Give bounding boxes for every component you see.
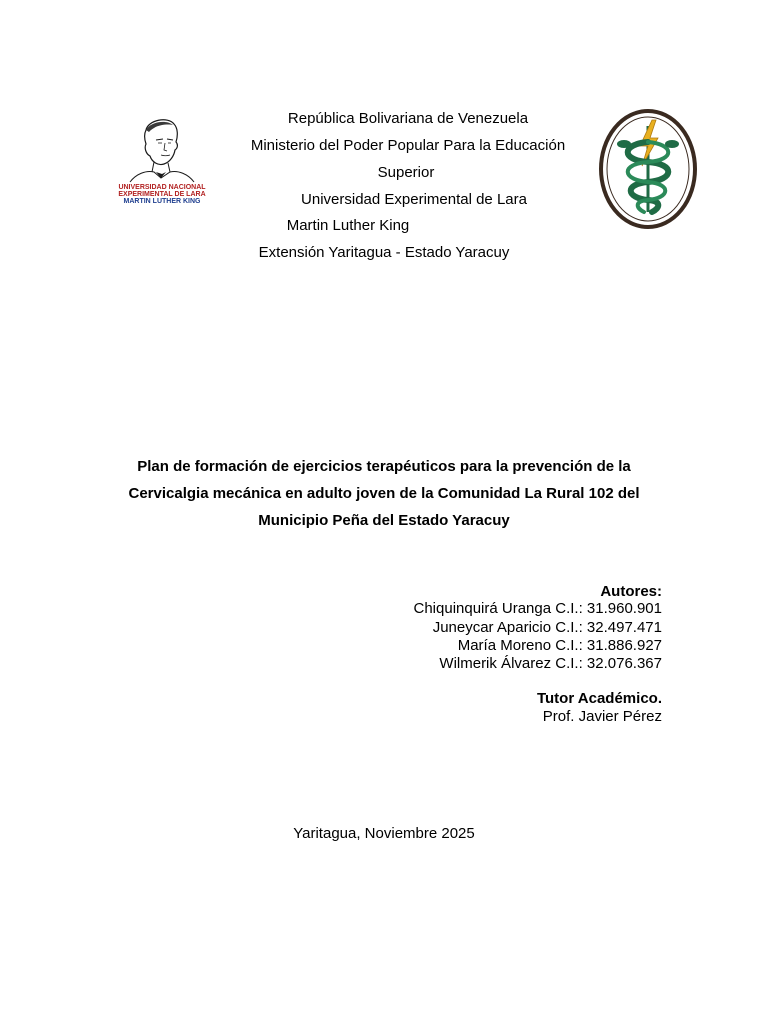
header-line-mlk: Martin Luther King (286, 217, 410, 234)
header-line-superior: Superior (377, 164, 435, 181)
header-line-extension: Extensión Yaritagua - Estado Yaracuy (258, 244, 510, 261)
tutor-heading: Tutor Académico. (536, 690, 662, 707)
header-line-republic: República Bolivariana de Venezuela (287, 110, 529, 127)
tutor-name: Prof. Javier Pérez (542, 708, 662, 725)
place-date: Yaritagua, Noviembre 2025 (293, 825, 475, 842)
author-name: María Moreno C.I.: 31.886.927 (457, 637, 662, 654)
author-name: Wilmerik Álvarez C.I.: 32.076.367 (439, 655, 662, 672)
caduceus-emblem-icon (598, 108, 698, 230)
faculty-emblem (598, 108, 698, 230)
university-logo (116, 116, 208, 212)
title-line-2: Cervicalgia mecánica en adulto joven de la Comunidad La Rural 102 del (128, 485, 640, 502)
logo-text-line1: UNIVERSIDAD NACIONAL (118, 184, 206, 191)
authors-heading: Autores: (600, 583, 662, 600)
title-line-3: Municipio Peña del Estado Yaracuy (258, 512, 510, 529)
title-line-1: Plan de formación de ejercicios terapéuticos para la prevención de la (137, 458, 631, 475)
logo-text-line3: MARTIN LUTHER KING (123, 198, 201, 205)
martin-luther-king-portrait-icon (116, 116, 208, 184)
logo-text-line2: EXPERIMENTAL DE LARA (118, 191, 206, 198)
header-line-ministry: Ministerio del Poder Popular Para la Educación (250, 137, 566, 154)
header-line-university: Universidad Experimental de Lara (301, 191, 527, 208)
author-name: Chiquinquirá Uranga C.I.: 31.960.901 (413, 600, 662, 617)
author-name: Juneycar Aparicio C.I.: 32.497.471 (432, 619, 662, 636)
